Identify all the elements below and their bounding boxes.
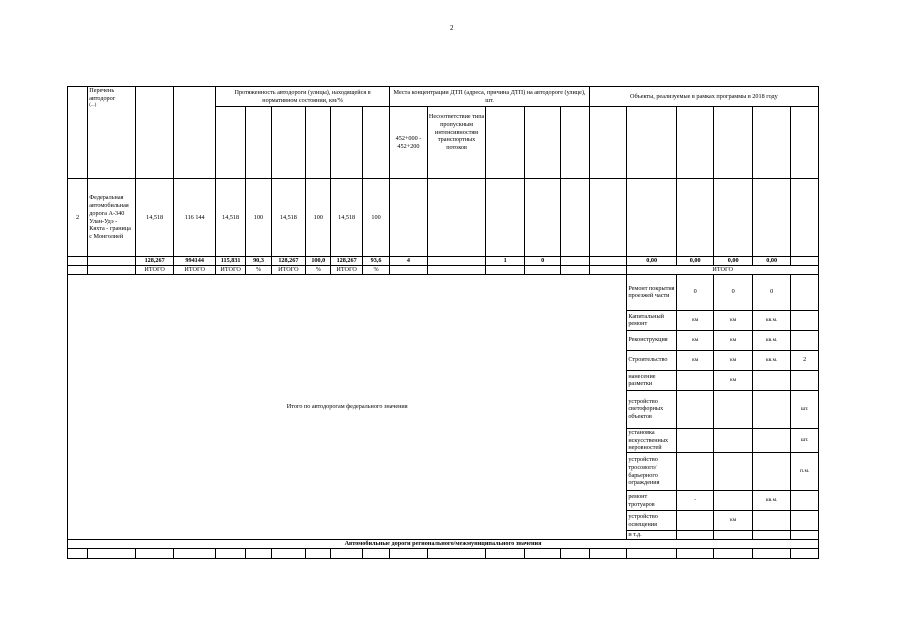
work-label: Реконструкция	[627, 330, 677, 350]
header-objects-program: Объекты, реализуемые в рамках программы в 2018 году	[589, 87, 818, 107]
work-cell	[752, 531, 791, 540]
work-cell: кв.м.	[752, 491, 791, 511]
work-cell: км	[714, 370, 753, 390]
itogo-label: ИТОГО	[174, 266, 216, 275]
work-cell: -	[676, 491, 713, 511]
pct-label: %	[246, 266, 271, 275]
work-cell: кв.м.	[752, 330, 791, 350]
header-road-list: Перечень автодорог (...)	[88, 87, 136, 179]
work-cell	[676, 390, 713, 428]
work-cell: кв.м.	[752, 350, 791, 370]
total-2: 994144	[174, 257, 216, 266]
regional-section-title: Автомобильные дороги регионального/межмуниципального значения	[68, 539, 819, 548]
row-value-8: 100	[362, 179, 389, 257]
federal-total-label: Итого по автодорогам федерального значения	[68, 274, 627, 539]
table-row	[68, 179, 819, 257]
work-label: ремонт тротуаров	[627, 491, 677, 511]
total-7: 128,267	[331, 257, 362, 266]
row-value-6: 100	[306, 179, 331, 257]
work-cell	[752, 428, 791, 452]
work-cell: шт.	[791, 390, 819, 428]
total-6: 100,0	[306, 257, 331, 266]
program-table	[67, 86, 819, 559]
header-dtp-address: 452+000 - 452+200	[390, 107, 427, 179]
work-cell	[791, 330, 819, 350]
total-d2: 0	[524, 257, 560, 266]
total-5: 128,267	[271, 257, 305, 266]
work-cell	[791, 370, 819, 390]
row-value-7: 14,518	[331, 179, 362, 257]
work-cell	[752, 390, 791, 428]
work-label: установка искусственных неровностей	[627, 428, 677, 452]
work-cell	[791, 310, 819, 330]
total-8: 93,6	[362, 257, 389, 266]
header-dtp-places: Места концентрации ДТП (адреса, причина ДТП) на автодороге (улице), шт.	[390, 87, 590, 107]
total-4: 90,3	[246, 257, 271, 266]
work-label: Капитальный ремонт	[627, 310, 677, 330]
work-cell: км	[676, 310, 713, 330]
header-dtp-reason: Несоответствие типа пропускным интенсивностям транспортных потоков	[427, 107, 486, 179]
work-cell: км	[676, 350, 713, 370]
work-cell	[676, 511, 713, 531]
pct-label: %	[306, 266, 331, 275]
total-o2: 0,00	[676, 257, 713, 266]
total-dtp: 4	[390, 257, 427, 266]
page-number: 2	[450, 24, 454, 32]
row-number: 2	[68, 179, 88, 257]
itogo-row	[68, 266, 819, 275]
work-cell	[791, 531, 819, 540]
itogo-label: ИТОГО	[271, 266, 305, 275]
work-cell	[791, 491, 819, 511]
row-value-1: 14,518	[135, 179, 174, 257]
work-cell	[714, 491, 753, 511]
header-empty-b	[174, 87, 216, 179]
pct-label: %	[362, 266, 389, 275]
work-cell: 0	[714, 274, 753, 310]
itogo-objects-label: ИТОГО	[627, 266, 819, 275]
row-value-5: 14,518	[271, 179, 305, 257]
work-label: нанесение разметки	[627, 370, 677, 390]
itogo-label: ИТОГО	[331, 266, 362, 275]
work-cell: км	[676, 330, 713, 350]
work-cell	[714, 428, 753, 452]
total-3: 115,831	[215, 257, 245, 266]
totals-row	[68, 257, 819, 266]
road-name: Федеральная автомобильная дорога А-340 Улан-Удэ - Кяхта - граница с Монголией	[88, 179, 136, 257]
work-cell	[791, 274, 819, 310]
work-cell: 0	[676, 274, 713, 310]
row-value-2: 116 144	[174, 179, 216, 257]
work-label: и т.д.	[627, 531, 677, 540]
work-cell	[714, 531, 753, 540]
work-cell	[676, 370, 713, 390]
itogo-label: ИТОГО	[215, 266, 245, 275]
itogo-label: ИТОГО	[135, 266, 174, 275]
work-label: Ремонт покрытия проезжей части	[627, 274, 677, 310]
work-cell	[676, 531, 713, 540]
work-cell	[752, 453, 791, 491]
work-cell: км	[714, 330, 753, 350]
total-o4: 0,00	[752, 257, 791, 266]
work-label: устройство тросового/барьерного ограждения	[627, 453, 677, 491]
total-1: 128,267	[135, 257, 174, 266]
work-cell	[752, 370, 791, 390]
work-cell: 2	[791, 350, 819, 370]
work-cell	[752, 511, 791, 531]
header-empty-num	[68, 87, 88, 179]
work-cell: 0	[752, 274, 791, 310]
work-cell	[676, 453, 713, 491]
header-length-normative: Протяженность автодороги (улицы), находящейся в нормативном состоянии, км/%	[215, 87, 389, 107]
work-cell: км	[714, 350, 753, 370]
work-cell: км	[714, 310, 753, 330]
row-value-3: 14,518	[215, 179, 245, 257]
total-o1: 0,00	[627, 257, 677, 266]
work-cell	[791, 511, 819, 531]
work-label: Строительство	[627, 350, 677, 370]
work-cell	[714, 453, 753, 491]
work-cell	[714, 390, 753, 428]
table-row	[68, 548, 819, 558]
header-empty-a	[135, 87, 174, 179]
work-cell: км	[714, 511, 753, 531]
work-cell: кв.м.	[752, 310, 791, 330]
work-cell	[676, 428, 713, 452]
work-label: устройство светофорных объектов	[627, 390, 677, 428]
row-value-4: 100	[246, 179, 271, 257]
total-o3: 0,00	[714, 257, 753, 266]
work-cell: шт.	[791, 428, 819, 452]
work-label: устройство освещения	[627, 511, 677, 531]
work-cell: п.м.	[791, 453, 819, 491]
total-d1: 1	[486, 257, 525, 266]
